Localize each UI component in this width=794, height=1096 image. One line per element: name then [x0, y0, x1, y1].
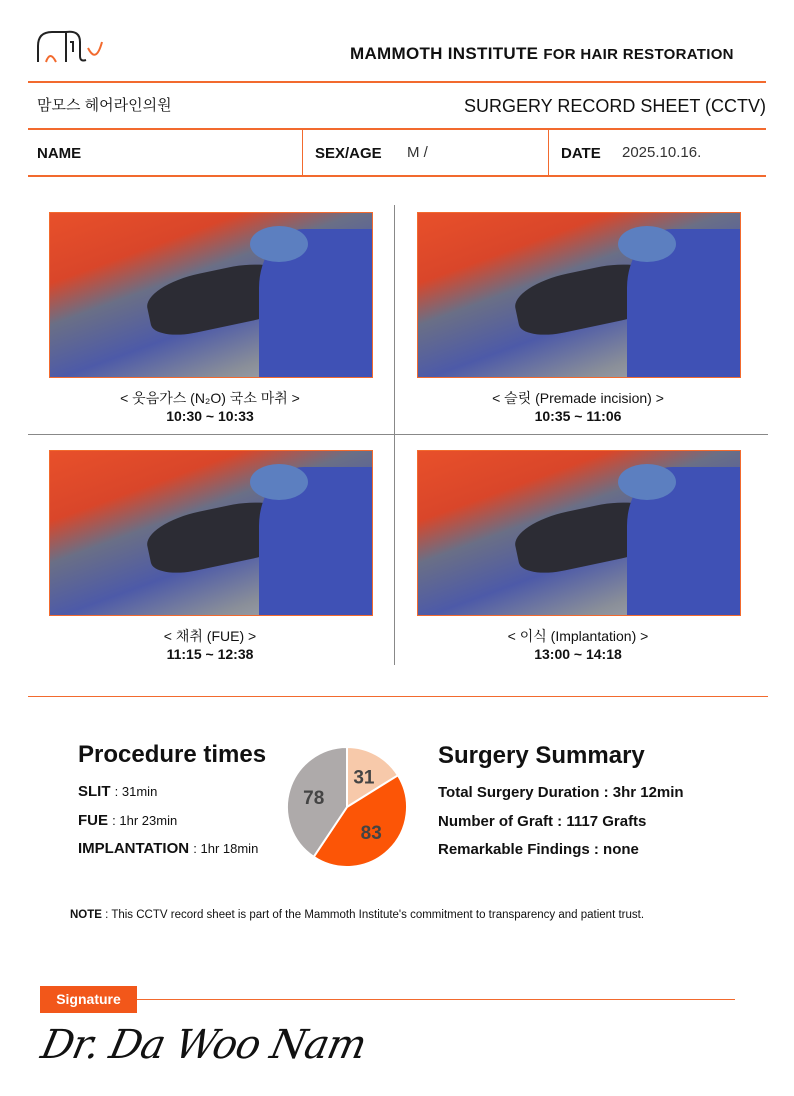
- photo-caption: < 슬릿 (Premade incision) > 10:35 ~ 11:06: [492, 390, 664, 424]
- photo-fue: [49, 450, 373, 616]
- note: NOTE : This CCTV record sheet is part of the Mammoth Institute's commitment to transparency and patient trust.: [70, 909, 645, 921]
- pie-label: 31: [353, 767, 375, 789]
- summary-grafts: Number of Graft : 1117 Grafts: [438, 813, 647, 830]
- procedure-fue: FUE : 1hr 23min: [78, 812, 178, 829]
- sexage-label: SEX/AGE: [315, 145, 382, 162]
- photo-implantation: [417, 450, 741, 616]
- date-value: 2025.10.16.: [622, 144, 702, 161]
- pie-label: 83: [360, 823, 382, 845]
- procedure-implantation: IMPLANTATION : 1hr 18min: [78, 840, 259, 857]
- signature: Dr. Da Woo Nam: [37, 1022, 370, 1068]
- date-label: DATE: [561, 145, 601, 162]
- photo-caption: < 웃음가스 (N₂O) 국소 마취 > 10:30 ~ 10:33: [120, 390, 300, 424]
- procedure-title: Procedure times: [78, 741, 267, 768]
- sheet-title: SURGERY RECORD SHEET (CCTV): [463, 96, 766, 116]
- photo-slit: [417, 212, 741, 378]
- procedure-slit: SLIT : 31min: [78, 783, 158, 800]
- summary-title: Surgery Summary: [438, 742, 645, 769]
- korean-clinic-name: 맘모스 헤어라인의원: [37, 97, 172, 114]
- brand-title: MAMMOTH INSTITUTE FOR HAIR RESTORATION: [350, 44, 734, 63]
- summary-duration: Total Surgery Duration : 3hr 12min: [438, 784, 684, 801]
- photo-anesthesia: [49, 212, 373, 378]
- procedure-pie-chart: [282, 742, 412, 872]
- sexage-value: M /: [407, 144, 428, 161]
- mammoth-logo: [36, 28, 108, 64]
- photo-caption: < 이식 (Implantation) > 13:00 ~ 14:18: [507, 628, 649, 662]
- summary-findings: Remarkable Findings : none: [438, 841, 639, 858]
- name-label: NAME: [37, 145, 82, 162]
- signature-label: Signature: [40, 986, 137, 1013]
- pie-label: 78: [303, 787, 325, 809]
- photo-caption: < 채취 (FUE) > 11:15 ~ 12:38: [163, 628, 257, 662]
